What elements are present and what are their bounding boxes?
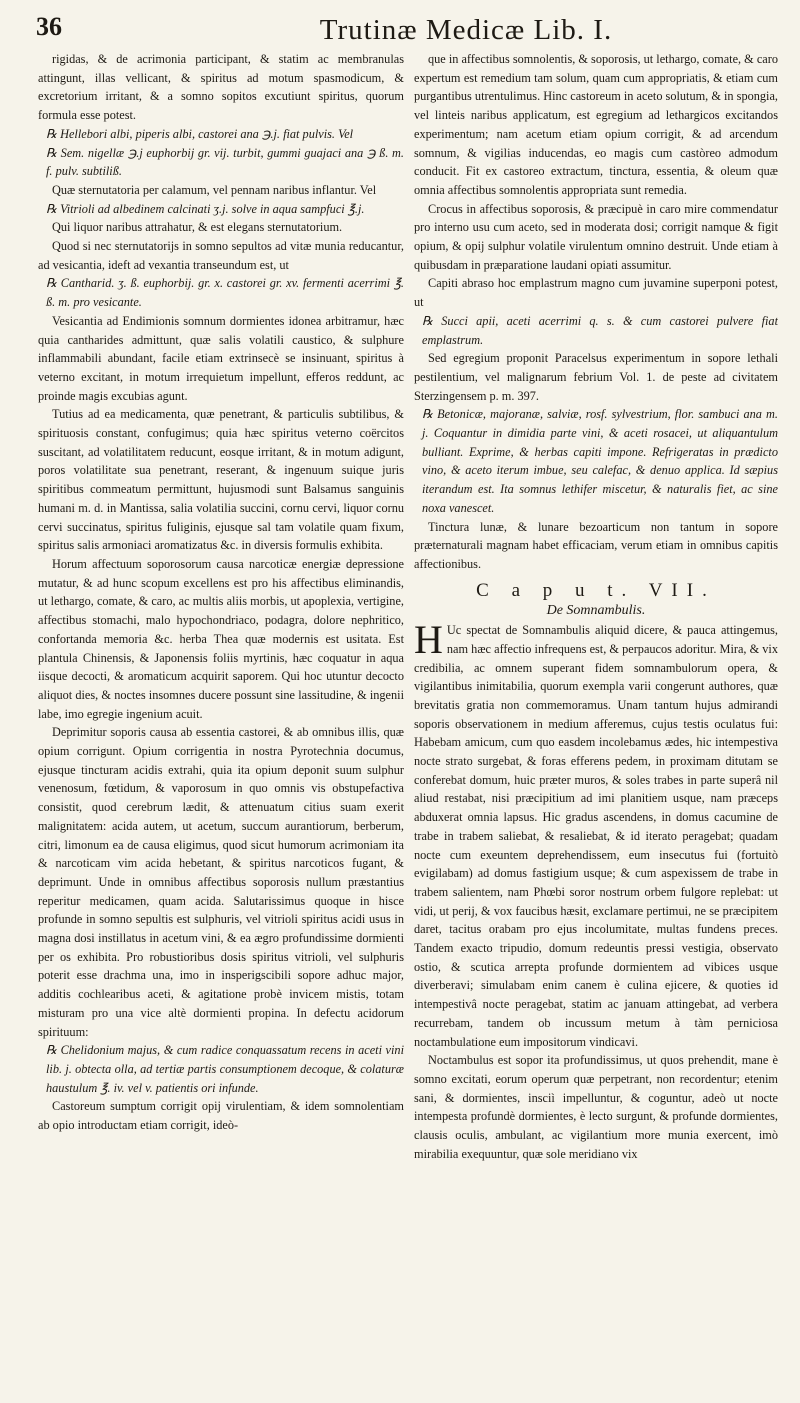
prescription: ℞ Hellebori albi, piperis albi, castorei ana ℈.j. fiat pulvis. Vel xyxy=(46,126,354,141)
chapter-heading: C a p u t. VII. xyxy=(476,579,716,601)
prescription: ℞ Sem. nigellæ ℈.j euphorbij gr. vij. turbit, gummi guajaci ana ℈ ß. m. f. pulv. subtiliß. xyxy=(46,145,404,179)
paragraph: Vesicantia ad Endimionis somnum dormientes idonea arbitramur, hæc quia cantharides admittunt, quæ salis volatili caustico, & sulphure inflammabili abundant, facile etiam extrinsecè se insinuant, spiritus à veterno excitant, in motum irrequietum impellunt, efferos reddunt, ac proinde magis excubias agunt. xyxy=(38,313,404,403)
prescription: ℞ Cantharid. ʒ. ß. euphorbij. gr. x. castorei gr. xv. fermenti acerrimi ℥. ß. m. pro vesicante. xyxy=(46,276,404,310)
paragraph: Sed egregium proponit Paracelsus experimentum in sopore lethali pestilentium, vel malignarum febrium Vol. 1. de peste ad civitatem Sterzingensem p. m. 397. xyxy=(414,351,778,403)
paragraph: Tutius ad ea medicamenta, quæ penetrant, & particulis subtilibus, & spirituosis constant, confugimus; quia hæc spiritus veterno coërcitos suscitant, ad volatilitatem reducunt, eosque irritant, & in motum adigunt, poros volatilitate sua penetrant, reserant, & ingenuum suique juris spiritibus commeatum permittunt, hujusmodi sunt Balsamus sanguinis humani m. d. in Mantissa, salia volatilia succini, cornu cervi, liquor cornu cervi succinatus, spiritus fuliginis, ejusque sal tam volatile quam fixum, spiritus salis armoniaci aromatizatus &c. in diversis formulis exhibita. xyxy=(38,407,404,553)
prescription: ℞ Succi apii, aceti acerrimi q. s. & cum castorei pulvere fiat emplastrum. xyxy=(422,313,778,347)
paragraph: Quæ sternutatoria per calamum, vel pennam naribus inflantur. Vel xyxy=(52,182,377,197)
chapter-title: De Somnambulis. xyxy=(546,603,646,619)
paragraph: Horum affectuum soporosorum causa narcoticæ energiæ depressione mutatur, & ad hunc scopum excellens est pro his affectibus eliminandis, ut lethargo, comate, & caro, ac multis aliis morbis, ut apoplexia, vertigine, affectibus stomachi, malo hypochondriaco, podagra, dolore nephritico, confortanda memoria &c. herba Thea quæ modernis est usitata. Est plantula Chinensis, & Japonensis foliis myrtinis, hæc coquatur in aqua iisque decocti, & aromaticum acquirit saporem. Qui hoc utuntur decocto aliquot dies, & noctes insomnes ducere possunt sine lassitudine, & ingenii labe, imo egregie ingenium acuit. xyxy=(38,556,404,721)
prescription: ℞ Chelidonium majus, & cum radice conquassatum recens in aceti vini lib. j. obtecta olla, ad tertiæ partis consumptionem decoque, & colaturæ haustulum ℥. iv. vel v. patientis ori infunde. xyxy=(46,1043,404,1095)
left-column xyxy=(38,50,404,1395)
chapter-first-paragraph xyxy=(414,617,778,1051)
paragraph: Castoreum sumptum corrigit opij virulentiam, & idem somnolentiam ab opio introductam etiam corrigit, ideò- xyxy=(38,1099,404,1133)
paragraph: Qui liquor naribus attrahatur, & est elegans sternutatorium. xyxy=(52,220,343,235)
paragraph: Quod si nec sternutatorijs in somno sepultos ad vitæ munia reducantur, ad vesicantia, ideft ad vexantia transeundum est, ut xyxy=(38,239,404,272)
paragraph-text: Uc spectat de Somnambulis aliquid dicere, & pauca attingemus, nam hæc affectio infrequens est, & perpaucos adoritur. Mira, & vix credibilia, ac omnem superant fidem somnambulorum opera, & vigilantibus inimitabilia, quorum exempla varii congerunt authores, quæ brevitatis gratia non commemoramus. Unam tantum hujus admirandi soporis observationem in medium afferemus, cujus testis oculatus fui: Habebam amicum, cum quo easdem incolebamus ædes, hic intempestiva nocte strato surgebat, & foras efferens pedem, in proximam ditutam se conferebat domum, huic præter muros, & soles trabes in parte superâ nil aliud restabat, nisi præcipitium ad imi planitiem usque, nam præceps abduxerat omnia lapsus. Hic gradus ascendens, in domus cacumine de trabe in trabem saliebat, & resaliebat, & id iterato peragebat; quadam nocte cum exeuntem deprehendissem, eum insecutus fui (fortuitò evigilabam) ad domus fastigium usque; & cum aspexissem de trabe in trabem salientem, nam Phœbi soror nostrum orbem fulgore replebat: ut vidi, ut perij, & vox faucibus hæsit, exclamare pertimui, ne se præcipitem daret, tacitus orabam pro ejus incolumitate, multas fundens preces. Tandem exacto tripudio, domum redeuntis pressi vestigia, observato ostio, & scutica arrepta profunde dormientem ad vibices usque diverberavi; simulabam enim canem è culina ejicere, & quoties id intempestivâ nocte peragebat, statim ac januam attingebat, ad verbera recurrebam, tandem ob incussum metum à tàm perniciosa noctambulatione eum impositorum vindicavi. xyxy=(414,623,778,1049)
paragraph: Tinctura lunæ, & lunare bezoarticum non tantum in sopore præternaturali magnam habet efficaciam, verum etiam in omnibus capitis affectionibus. xyxy=(414,519,778,571)
drop-cap: H xyxy=(414,617,443,663)
paragraph: Capiti abraso hoc emplastrum magno cum juvamine superponi potest, ut xyxy=(414,276,778,310)
prescription: ℞ Betonicæ, majoranæ, salviæ, rosf. sylvestrium, flor. sambuci ana m. j. Coquantur in dimidia parte vini, & aceti rosacei, ut aliquantulum bulliant. Exprime, & herbas capiti impone. Refrigeratas in prædicto vino, & aceto iterum imbue, seu calefac, & denuo applica. Id sæpius iterandum est. Ita somnus lethifer miscetur, & naturalis fiet, ac sine noxa vanescet. xyxy=(422,407,778,515)
page-number: 36 xyxy=(36,12,62,41)
right-column-bottom xyxy=(414,1051,778,1163)
paragraph: Crocus in affectibus soporosis, & præcipuè in caro mire commendatur pro interno usu cum aceto, sed in moderata dosi; corrigit namque & figit opium, & opij sulphur volatile virulentum omnino destruit. Unde etiam à quibusdam in præparatione laudani opiati assumitur. xyxy=(414,201,778,272)
prescription: ℞ Vitrioli ad albedinem calcinati ʒ.j. solve in aqua sampfuci ℥.j. xyxy=(46,201,365,216)
paragraph: Deprimitur soporis causa ab essentia castorei, & ab omnibus illis, quæ opium corrigunt. Opium corrigentia in nostra Pyrotechnia documus, ejusque tincturam acidis extrahi, quia ita opium deponit suum sulphur venenosum, fœtidum, & vaporosum in quo omnis vis obstupefactiva consistit, quod cerebrum lædit, & attenuatum citius suam exerit malignitatem: acida autem, ut acetum, succum aurantiorum, berberum, citri, limonum ea de causa eligimus, quod sicut humorum acrimoniam ita & narcoticam vim acida hebetant, & spiritus narcoticos fugant, & deprimunt. Unde in omnibus affectibus soporosis nullum præstantius reperitur medicamen, quam acida. Salutarissimus quoque in hisce profunde in somno sepultis est sulphuris, vel vitrioli spiritus acidi usus in magna dosi instillatus in acetum vini, & ea ægro profundissime dormienti per os exhibita. Pro robustioribus dosis spiritus vitrioli, vel sulphuris poterit esse drachma una, imo in insperigscibili sopore adhuc major, additis cochlearibus aceti, & agitatione probè invicem mistis, totam misturam pro una vice altè dormienti propina. In defectu acidorum spirituum: xyxy=(38,725,404,1039)
right-column xyxy=(414,50,778,1395)
paragraph: rigidas, & de acrimonia participant, & statim ac membranulas attingunt, illas vellicant, & spiritus ad motum spasmodicum, & excretorium irritant, & a somno sopitos excutiunt spiritus, quorum formula esse potest. xyxy=(38,52,404,123)
paragraph: Noctambulus est sopor ita profundissimus, ut quos prehendit, mane è somno excitati, eorum operum quæ perpetrant, non recordentur; etenim sani, & dormientes, insciì impelluntur, & coguntur, adeò ut nocte intempesta profundè dormientes, è lecto surgunt, & profunde dormientes, clausis oculis, ambulant, ac vigilantium more munia exercent, imò mirabilia exequuntur, quæ sole meridiano vix xyxy=(414,1053,778,1161)
page-header xyxy=(36,10,776,46)
right-column-top xyxy=(414,50,778,574)
paragraph: que in affectibus somnolentis, & soporosis, ut lethargo, comate, & caro expertum est remedium tam solum, quam cum appropriatis, & etiam cum purgantibus utrentulimus. Hinc castoreum in aceto solutum, & in spongia, vel linteis naribus applicatum, est egregium ad lethargicos excitandos experimentum; nam acetum etiam opium corrigit, & ad arcendum somnum, & vigilias inducendas, eo magis cum castòreo admodum conducit. Fit ex castoreo extractum, tinctura, essentia, & oleum quæ omnia affectibus somnolentis appropriata sunt remedia. xyxy=(414,52,778,197)
running-title: Trutinæ Medicæ Lib. I. xyxy=(319,14,613,46)
